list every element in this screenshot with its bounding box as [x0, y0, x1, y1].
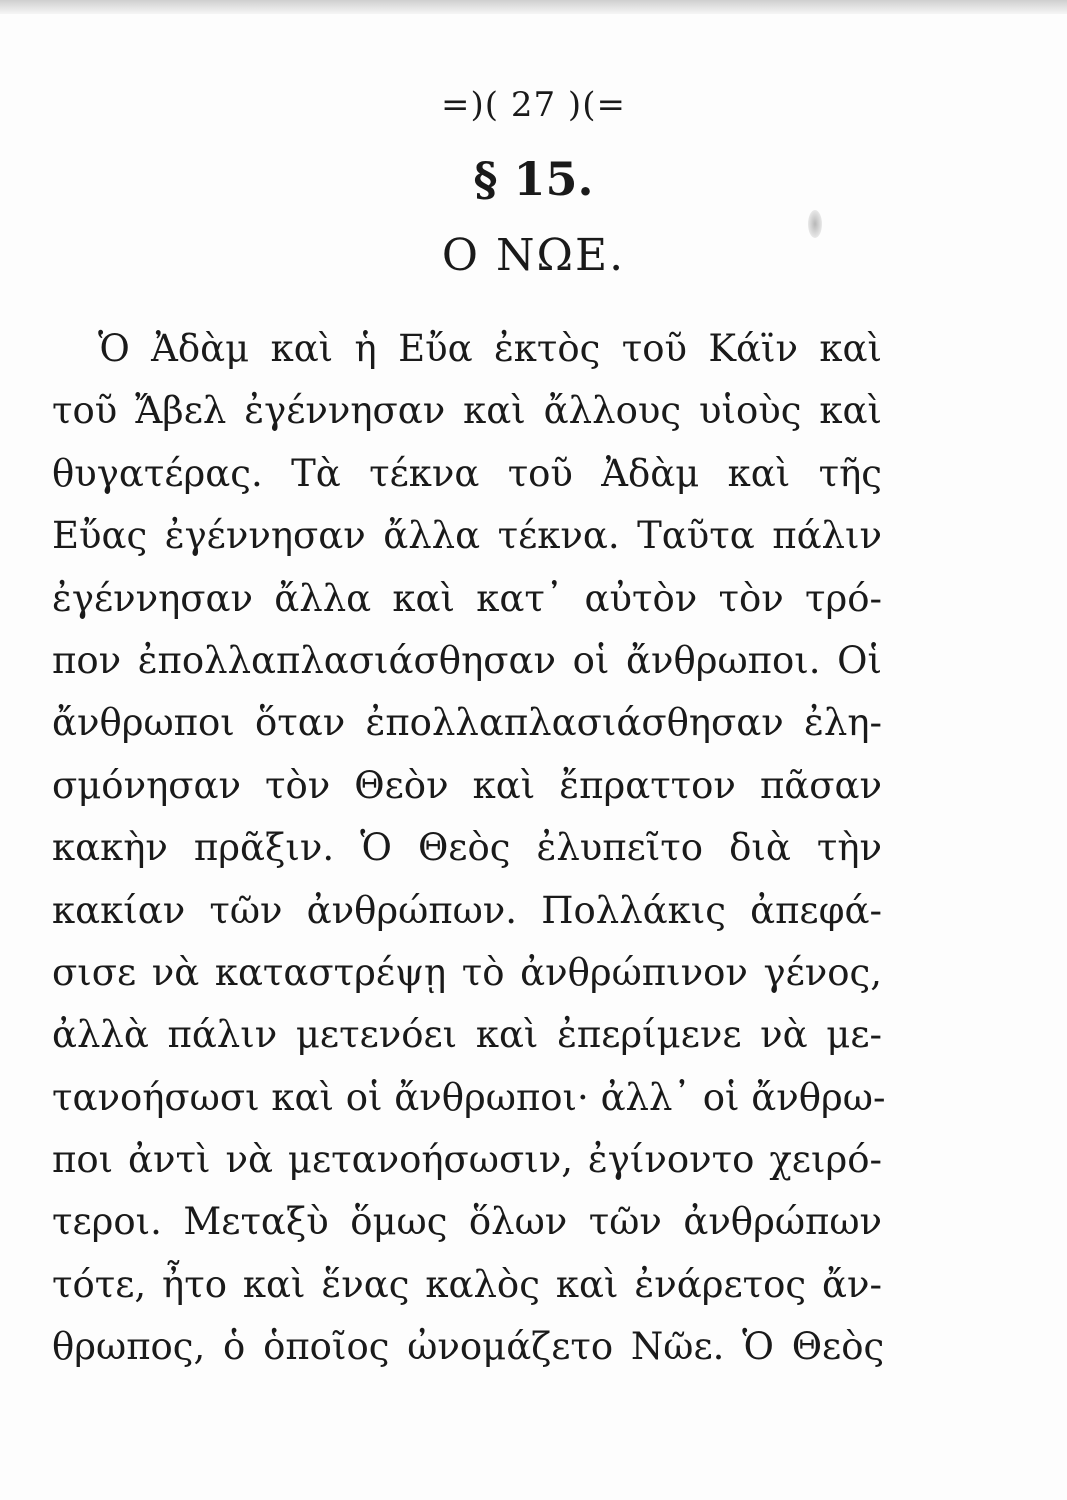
text-line: τοῦ Ἄβελ ἐγέννησαν καὶ ἄλλους υἱοὺς καὶ — [52, 389, 882, 433]
text-line: κακὴν πρᾶξιν. Ὁ Θεὸς ἐλυπεῖτο διὰ τὴν — [52, 826, 882, 870]
page-top-edge — [0, 0, 1067, 14]
text-line: πον ἐπολλαπλασιάσθησαν οἱ ἄνθρωποι. Οἱ — [52, 638, 882, 682]
text-line: τότε, ἦτο καὶ ἕνας καλὸς καὶ ἐνάρετος ἄν- — [52, 1262, 882, 1306]
text-line: ἀλλὰ πάλιν μετενόει καὶ ἐπερίμενε νὰ με- — [52, 1013, 882, 1057]
text-line: κακίαν τῶν ἀνθρώπων. Πολλάκις ἀπεφά- — [52, 888, 882, 932]
text-line: θρωπος, ὁ ὁποῖος ὠνομάζετο Νῶε. Ὁ Θεὸς — [52, 1325, 885, 1369]
text-line: Εὔας ἐγέννησαν ἄλλα τέκνα. Ταῦτα πάλιν — [52, 514, 882, 558]
section-number: § 15. — [473, 152, 594, 206]
text-line: σισε νὰ καταστρέψῃ τὸ ἀνθρώπινον γένος, — [52, 950, 882, 994]
body-paragraph — [52, 318, 886, 1379]
text-line: τανοήσωσι καὶ οἱ ἄνθρωποι· ἀλλ᾽ οἱ ἄνθρω- — [52, 1075, 886, 1119]
chapter-title: Ο ΝΩΕ. — [441, 230, 626, 281]
text-line: ποι ἀντὶ νὰ μετανοήσωσιν, ἐγίνοντο χειρό- — [52, 1138, 882, 1182]
text-line: ἄνθρωποι ὅταν ἐπολλαπλασιάσθησαν ἐλη- — [52, 701, 882, 745]
text-line: θυγατέρας. Τὰ τέκνα τοῦ Ἀδὰμ καὶ τῆς — [52, 451, 882, 495]
text-line: Ὁ Ἀδὰμ καὶ ἡ Εὔα ἐκτὸς τοῦ Κάϊν καὶ — [98, 327, 882, 370]
text-line: τεροι. Μεταξὺ ὅμως ὅλων τῶν ἀνθρώπων — [52, 1200, 882, 1244]
text-line: σμόνησαν τὸν Θεὸν καὶ ἔπραττον πᾶσαν — [52, 763, 882, 807]
page-number-header: =)( 27 )(= — [441, 85, 626, 125]
text-line: ἐγέννησαν ἄλλα καὶ κατ᾽ αὐτὸν τὸν τρό- — [52, 576, 882, 620]
